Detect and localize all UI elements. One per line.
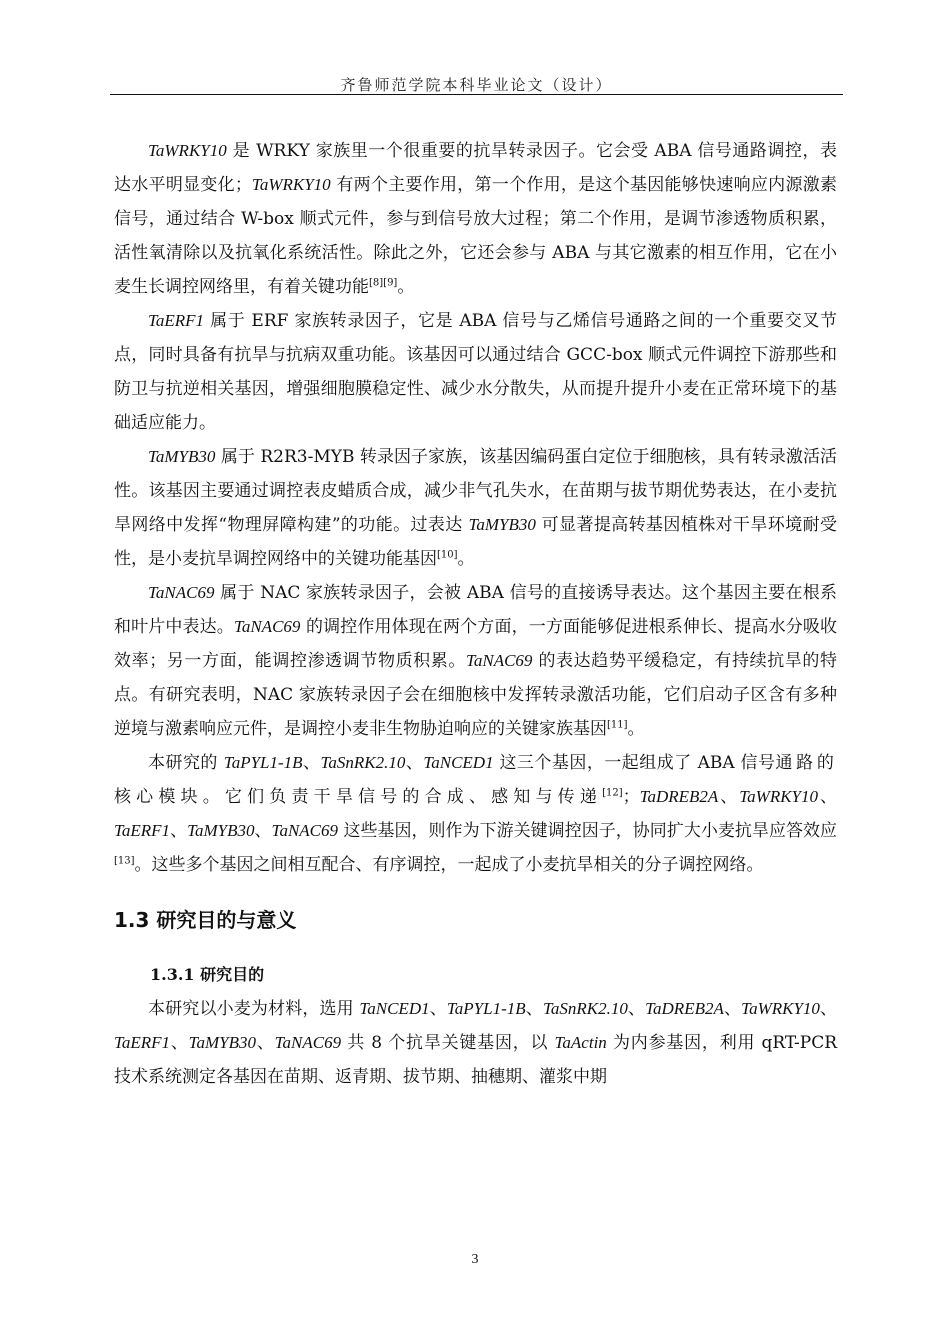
gene-name: TaActin [554,1033,607,1052]
citation: [12] [602,787,623,799]
gene-name: TaMYB30 [188,1033,257,1052]
paragraph-text: 属于 R2R3-MYB 转录因子家族，该基因编码蛋白定位于细胞核，具有转录激活活性。该基因主要通过调控表皮蜡质合成，减少非气孔失水，在苗期与拔节期优势表达，在小麦抗旱网络中发挥“物理屏障构建”的功能。过表达 [114,447,837,535]
paragraph-text: 、 [718,787,740,807]
paragraph-tawrky10 [114,134,837,304]
paragraph-text: 、 [627,999,646,1019]
paragraph-text: 、 [723,999,742,1019]
citation: [11] [607,719,628,731]
paragraph-text: 、 [254,821,272,841]
paragraph-text: 、 [525,999,543,1019]
document-body [114,134,837,1094]
gene-name: TaERF1 [114,1033,171,1052]
gene-name: TaSnRK2.10 [320,753,406,772]
paragraph-taerf1 [114,304,837,440]
gene-name: TaWRKY10 [148,141,227,160]
paragraph-tanac69 [114,576,837,746]
paragraph-text: 、 [819,999,838,1019]
gene-name: TaSnRK2.10 [542,999,628,1018]
gene-name: TaNAC69 [233,617,301,636]
paragraph-text: 、 [302,753,321,773]
paragraph-text: 本研究以小麦为材料，选用 [148,999,360,1019]
gene-name: TaDREB2A [645,999,724,1018]
page-header-title: 齐鲁师范学院本科毕业论文（设计） [340,76,613,94]
paragraph-text: ； [622,787,640,807]
gene-name: TaNCED1 [423,753,494,772]
paragraph-text: 是 WRKY 家族里一个很重要的抗旱转录因子。它会受 ABA 信号通路调控，表达水平明显变化； [114,141,837,195]
paragraph-text: 的调控作用体现在两个方面，一方面能够促进根系伸长、提高水分吸收效率；另一方面，能调控渗透调节物质积累。 [114,617,838,671]
paragraph-text: 属于 NAC 家族转录因子，会被 ABA 信号的直接诱导表达。这个基因主要在根系和叶片中表达。 [114,583,837,637]
paragraph-text: 、 [818,787,837,807]
paragraph-text: 。 [627,719,645,739]
paragraph-text: 属于 ERF 家族转录因子，它是 ABA 信号与乙烯信号通路之间的一个重要交叉节点，同时具备有抗旱与抗病双重功能。该基因可以通过结合 GCC-box 顺式元件调控下游那些和防卫与抗逆相关基因，增强细胞膜稳定性、减少水分散失，从而提升提升小麦在正常环境下的基础适应能力。 [114,311,837,433]
gene-name: TaMYB30 [468,515,536,534]
citation: [8][9] [369,277,398,289]
gene-name: TaWRKY10 [739,787,819,806]
gene-name: TaWRKY10 [251,175,331,194]
citation: [10] [437,549,458,561]
paragraph-text: 、 [256,1033,275,1053]
paragraph-text: 通路的核心模块。它们负责干旱信号的合成、感知与传递 [114,753,838,807]
paragraph-text: 为内参基因，利用 qRT-PCR 技术系统测定各基因在苗期、返青期、拔节期、抽穗期、灌浆中期 [114,1033,838,1087]
citation: [13] [114,855,135,867]
gene-name: TaNAC69 [274,1033,342,1052]
paragraph-text: 、 [170,1033,189,1053]
gene-name: TaMYB30 [187,821,255,840]
paragraph-text: 可显著提高转基因植株对干旱环境耐受性，是小麦抗旱调控网络中的关键功能基因 [114,515,837,569]
gene-name: TaMYB30 [148,447,216,466]
page-number: 3 [471,1252,479,1267]
paragraph-text: 这些基因，则作为下游关键调控因子，协同扩大小麦抗旱应答效应 [338,821,838,841]
paragraph-text: 、 [405,753,424,773]
paragraph-gene-network [114,746,837,882]
gene-name: TaNAC69 [271,821,339,840]
gene-name: TaERF1 [148,311,205,330]
paragraph-text: 共 8 个抗旱关键基因，以 [341,1033,555,1053]
paragraph-text: 有两个主要作用，第一个作用，是这个基因能够快速响应内源激素信号，通过结合 W-box 顺式元件，参与到信号放大过程；第二个作用，是调节渗透物质积累，活性氧清除以及抗氧化系统活性。除此之外，它还会参与 ABA 与其它激素的相互作用，它在小麦生长调控网络里，有着关键功能 [114,175,838,297]
paragraph-text: 、 [170,821,188,841]
paragraph-tamyb30 [114,440,837,576]
paragraph-text: 的表达趋势平缓稳定，有持续抗旱的特点。有研究表明，NAC 家族转录因子会在细胞核中发挥转录激活功能，它们启动子区含有多种逆境与激素响应元件，是调控小麦非生物胁迫响应的关键家族基因 [114,651,838,739]
gene-name: TaNAC69 [148,583,215,602]
paragraph-text: 、 [429,999,447,1019]
paragraph-text: 本研究的 [148,753,224,773]
header-divider [110,94,843,95]
gene-name: TaNCED1 [359,999,430,1018]
paragraph-research-purpose [114,992,837,1094]
gene-name: TaERF1 [114,821,171,840]
gene-name: TaNAC69 [465,651,533,670]
gene-name: TaWRKY10 [741,999,820,1018]
gene-name: TaPYL1-1B [446,999,526,1018]
gene-name: TaDREB2A [639,787,719,806]
gene-name: TaPYL1-1B [223,753,303,772]
section-heading: 1.3 研究目的与意义 [114,908,297,932]
paragraph-text: 。 [397,277,415,297]
paragraph-text: 这三个基因，一起组成了 ABA 信号 [493,753,776,773]
subsection-heading: 1.3.1 研究目的 [150,965,265,984]
paragraph-text: 。这些多个基因之间相互配合、有序调控，一起成了小麦抗旱相关的分子调控网络。 [134,855,764,875]
paragraph-text: 。 [457,549,475,569]
